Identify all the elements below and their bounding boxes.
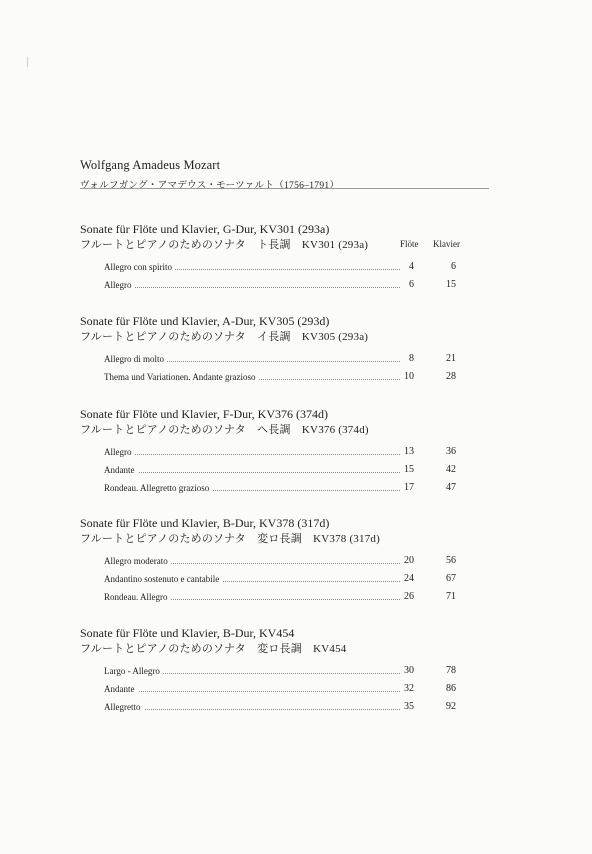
movement-name: Allegro con spirito — [104, 262, 175, 272]
flote-page-number: 4 — [409, 261, 414, 272]
leader-dots — [104, 709, 400, 710]
leader-dots — [104, 472, 400, 473]
sonata-title-jp: フルートとピアノのためのソナタ ト長調 KV301 (293a) — [80, 239, 369, 251]
movement-entry[interactable] — [80, 258, 462, 276]
movement-entry[interactable] — [80, 443, 462, 461]
klavier-page-number: 56 — [446, 555, 456, 566]
movement-name: Allegro di molto — [104, 354, 167, 364]
flote-page-number: 13 — [404, 446, 414, 457]
sonata-title: Sonate für Flöte und Klavier, B-Dur, KV378 (317d) — [80, 516, 330, 530]
klavier-page-number: 92 — [446, 701, 456, 712]
klavier-page-number: 67 — [446, 573, 456, 584]
composer-name: Wolfgang Amadeus Mozart — [80, 158, 221, 172]
movement-list — [80, 443, 462, 497]
leader-dots — [104, 287, 400, 288]
scan-mark — [27, 57, 31, 67]
klavier-page-number: 36 — [446, 446, 456, 457]
klavier-page-number: 28 — [446, 371, 456, 382]
movement-entry[interactable] — [80, 368, 462, 386]
composer-header — [80, 158, 489, 191]
klavier-page-number: 47 — [446, 482, 456, 493]
sonata-section-kv454 — [80, 626, 462, 716]
composer-name-jp: ヴォルフガング・アマデウス・モーツァルト（1756–1791） — [80, 181, 340, 191]
movement-name: Andante — [104, 465, 138, 475]
klavier-page-number: 71 — [446, 591, 456, 602]
movement-name: Rondeau. Allegro — [104, 592, 171, 602]
sonata-title: Sonate für Flöte und Klavier, A-Dur, KV305 (293d) — [80, 314, 330, 328]
flote-page-number: 20 — [404, 555, 414, 566]
movement-entry[interactable] — [80, 276, 462, 294]
movement-name: Andante — [104, 684, 138, 694]
klavier-page-number: 15 — [446, 279, 456, 290]
movement-entry[interactable] — [80, 588, 462, 606]
sonata-title-jp: フルートとピアノのためのソナタ 変ロ長調 KV378 (317d) — [80, 533, 380, 545]
klavier-page-number: 6 — [451, 261, 456, 272]
movement-entry[interactable] — [80, 662, 462, 680]
movement-entry[interactable] — [80, 552, 462, 570]
movement-name: Largo - Allegro — [104, 666, 163, 676]
header-divider — [80, 188, 489, 189]
sonata-title: Sonate für Flöte und Klavier, G-Dur, KV301 (293a) — [80, 222, 330, 236]
flote-page-number: 6 — [409, 279, 414, 290]
klavier-page-number: 42 — [446, 464, 456, 475]
flote-page-number: 10 — [404, 371, 414, 382]
column-header-flote: Flöte — [400, 239, 419, 249]
flote-page-number: 30 — [404, 665, 414, 676]
sonata-section-kv301 — [80, 222, 462, 294]
sonata-title: Sonate für Flöte und Klavier, B-Dur, KV454 — [80, 626, 295, 640]
sonata-title-jp: フルートとピアノのためのソナタ ヘ長調 KV376 (374d) — [80, 424, 369, 436]
movement-name: Andantino sostenuto e cantabile — [104, 574, 222, 584]
sonata-section-kv305 — [80, 314, 462, 386]
movement-name: Allegro moderato — [104, 556, 171, 566]
movement-list — [80, 258, 462, 294]
sonata-section-kv376 — [80, 407, 462, 497]
movement-entry[interactable] — [80, 680, 462, 698]
flote-page-number: 24 — [404, 573, 414, 584]
column-header-klavier: Klavier — [433, 239, 460, 249]
movement-name: Allegretto — [104, 702, 144, 712]
klavier-page-number: 78 — [446, 665, 456, 676]
sonata-title-jp: フルートとピアノのためのソナタ イ長調 KV305 (293a) — [80, 331, 369, 343]
klavier-page-number: 21 — [446, 353, 456, 364]
klavier-page-number: 86 — [446, 683, 456, 694]
movement-list — [80, 350, 462, 386]
movement-entry[interactable] — [80, 570, 462, 588]
flote-page-number: 17 — [404, 482, 414, 493]
sonata-title-jp: フルートとピアノのためのソナタ 変ロ長調 KV454 — [80, 643, 347, 655]
movement-entry[interactable] — [80, 698, 462, 716]
flote-page-number: 26 — [404, 591, 414, 602]
sonata-title: Sonate für Flöte und Klavier, F-Dur, KV376 (374d) — [80, 407, 328, 421]
movement-entry[interactable] — [80, 350, 462, 368]
leader-dots — [104, 454, 400, 455]
flote-page-number: 15 — [404, 464, 414, 475]
movement-name: Thema und Variationen. Andante grazioso — [104, 372, 259, 382]
movement-name: Rondeau. Allegretto grazioso — [104, 483, 212, 493]
movement-entry[interactable] — [80, 461, 462, 479]
flote-page-number: 32 — [404, 683, 414, 694]
movement-name: Allegro — [104, 280, 135, 290]
flote-page-number: 35 — [404, 701, 414, 712]
flote-page-number: 8 — [409, 353, 414, 364]
movement-name: Allegro — [104, 447, 135, 457]
movement-entry[interactable] — [80, 479, 462, 497]
leader-dots — [104, 691, 400, 692]
movement-list — [80, 662, 462, 716]
sonata-section-kv378 — [80, 516, 462, 606]
movement-list — [80, 552, 462, 606]
